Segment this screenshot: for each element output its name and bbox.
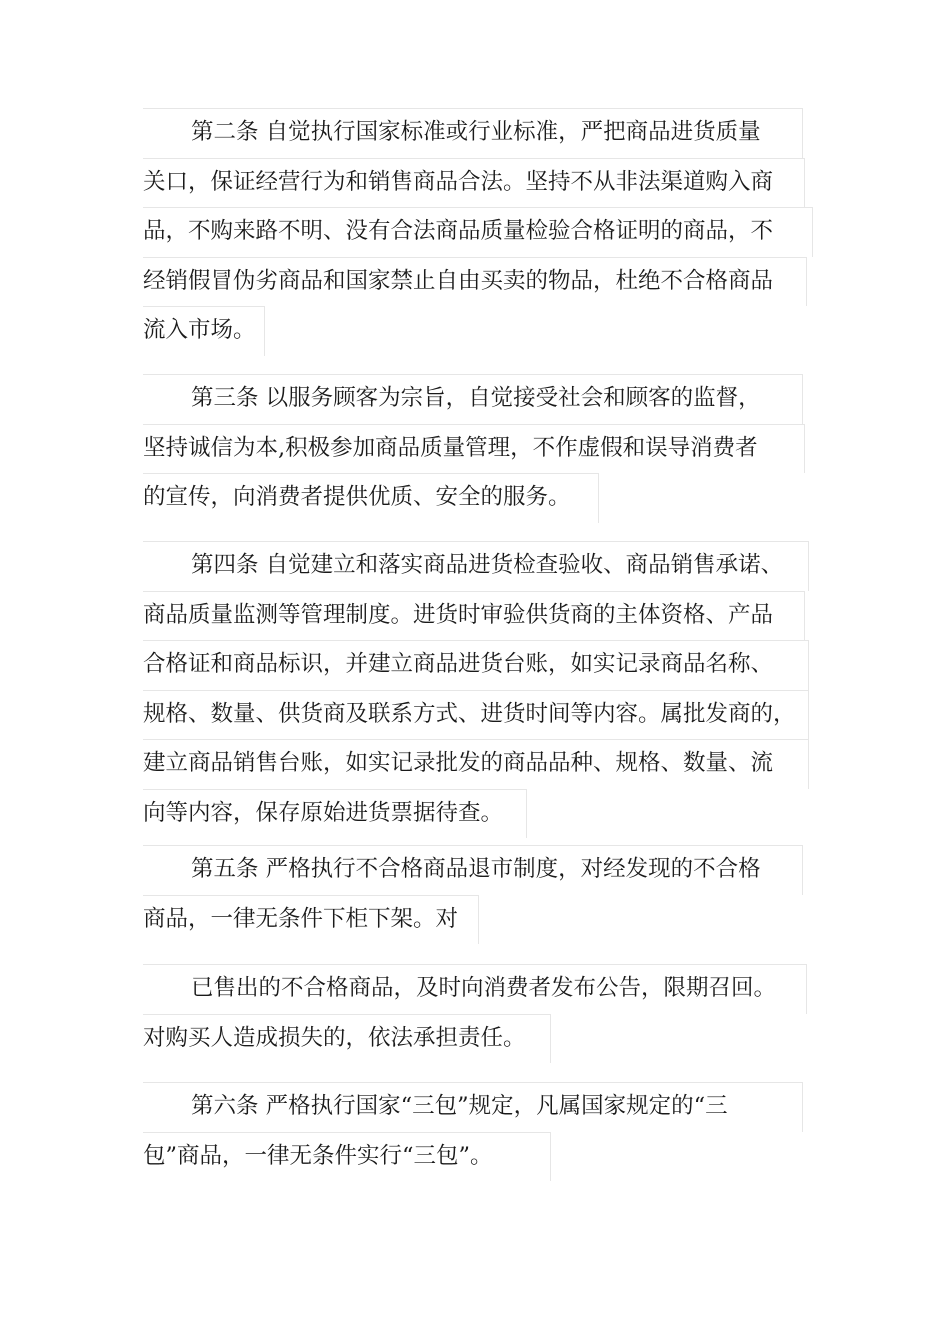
text-line: 商品，一律无条件下柜下架。对 xyxy=(143,895,479,945)
text-line: 第六条 严格执行国家“三包”规定，凡属国家规定的“三 xyxy=(143,1082,803,1132)
text-line: 第二条 自觉执行国家标准或行业标准，严把商品进货质量 xyxy=(143,108,803,158)
text-line: 经销假冒伪劣商品和国家禁止自由买卖的物品，杜绝不合格商品 xyxy=(143,257,807,307)
text-line: 品，不购来路不明、没有合法商品质量检验合格证明的商品，不 xyxy=(143,207,813,257)
text-line: 建立商品销售台账，如实记录批发的商品品种、规格、数量、流 xyxy=(143,739,809,789)
text-line: 第三条 以服务顾客为宗旨，自觉接受社会和顾客的监督， xyxy=(143,374,803,424)
article-6-paragraph xyxy=(143,1082,803,1181)
text-line: 第五条 严格执行不合格商品退市制度，对经发现的不合格 xyxy=(143,845,803,895)
article-3-paragraph xyxy=(143,374,805,523)
text-line: 规格、数量、供货商及联系方式、进货时间等内容。属批发商的， xyxy=(143,690,809,740)
text-line: 坚持诚信为本,积极参加商品质量管理，不作虚假和误导消费者 xyxy=(143,424,805,474)
text-line: 已售出的不合格商品，及时向消费者发布公告，限期召回。 xyxy=(143,964,807,1014)
article-5-paragraph xyxy=(143,845,803,944)
article-2-paragraph xyxy=(143,108,813,356)
text-line: 包”商品，一律无条件实行“三包”。 xyxy=(143,1132,551,1182)
text-line: 合格证和商品标识，并建立商品进货台账，如实记录商品名称、 xyxy=(143,640,809,690)
text-line: 向等内容，保存原始进货票据待查。 xyxy=(143,789,527,839)
article-4-paragraph xyxy=(143,541,809,838)
text-line: 第四条 自觉建立和落实商品进货检查验收、商品销售承诺、 xyxy=(143,541,809,591)
text-line: 对购买人造成损失的，依法承担责任。 xyxy=(143,1014,551,1064)
text-line: 关口，保证经营行为和销售商品合法。坚持不从非法渠道购入商 xyxy=(143,158,805,208)
text-line: 流入市场。 xyxy=(143,306,265,356)
text-line: 商品质量监测等管理制度。进货时审验供货商的主体资格、产品 xyxy=(143,591,805,641)
article-5-continuation xyxy=(143,964,807,1063)
text-line: 的宣传，向消费者提供优质、安全的服务。 xyxy=(143,473,599,523)
